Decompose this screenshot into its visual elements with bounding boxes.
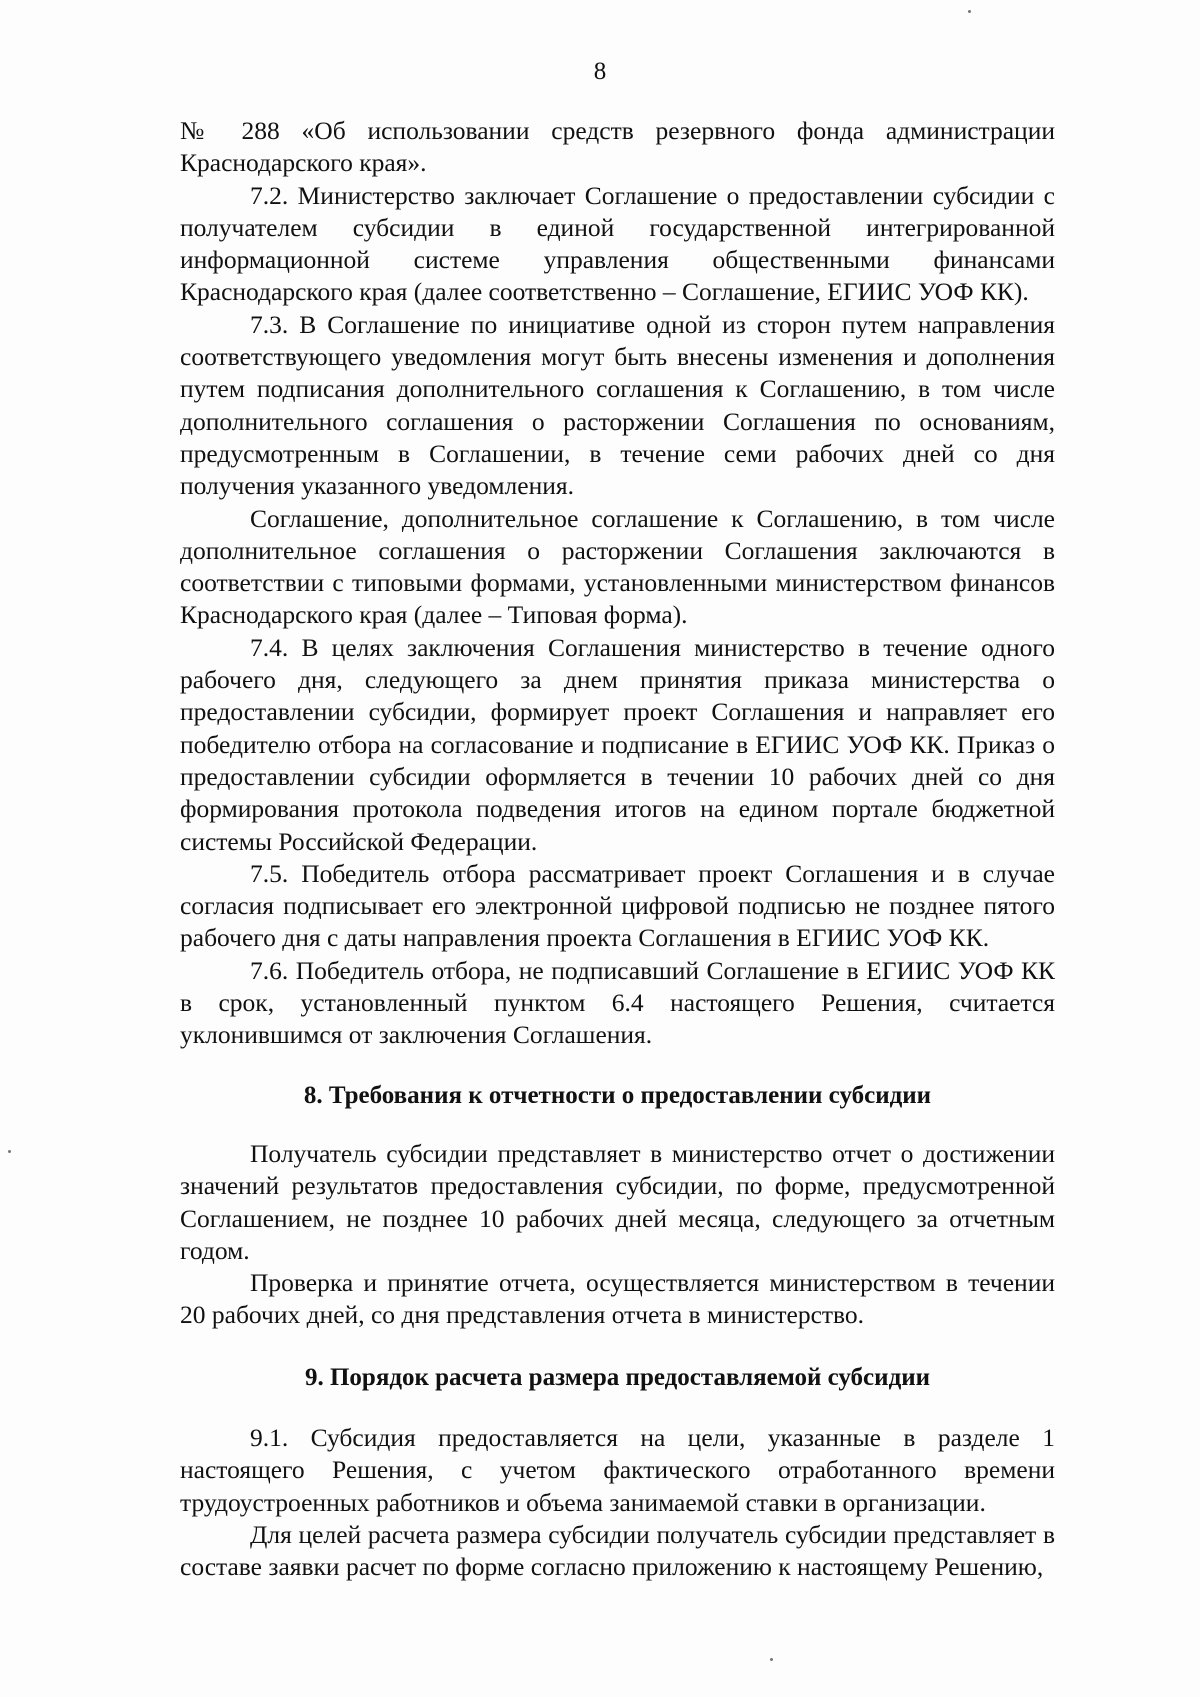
paragraph-continuation: № 288 «Об использовании средств резервного фонда администрации Краснодарского края».	[180, 116, 1055, 178]
paragraph-7-6: 7.6. Победитель отбора, не подписавший Соглашение в ЕГИИС УОФ КК в срок, установленный пунктом 6.4 настоящего Решения, считается уклонившимся от заключения Соглашения.	[180, 955, 1055, 1050]
paragraph-9-1: 9.1. Субсидия предоставляется на цели, указанные в разделе 1 настоящего Решения, с учетом фактического отработанного времени трудоустроенных работников и объема занимаемой ставки в организации.	[180, 1422, 1055, 1517]
paragraph-7-5: 7.5. Победитель отбора рассматривает проект Соглашения и в случае согласия подписывает его электронной цифровой подписью не позднее пятого рабочего дня с даты направления проекта Соглашения в ЕГИИС УОФ КК.	[180, 858, 1055, 953]
paragraph-8-review: Проверка и принятие отчета, осуществляется министерством в течении 20 рабочих дней, со дня представления отчета в министерство.	[180, 1268, 1055, 1330]
paragraph-7-4: 7.4. В целях заключения Соглашения министерство в течение одного рабочего дня, следующего за днем принятия приказа министерства о предоставлении субсидии, формирует проект Соглашения и направляет его победителю отбора на согласование и подписание в ЕГИИС УОФ КК. Приказ о предоставлении субсидии оформляется в течении 10 рабочих дней со дня формирования протокола подведения итогов на едином портале бюджетной системы Российской Федерации.	[180, 632, 1055, 856]
paragraph-9-1-calculation: Для целей расчета размера субсидии получатель субсидии представляет в составе заявки расчет по форме согласно приложению к настоящему Решению,	[180, 1519, 1055, 1582]
page-number: 8	[593, 58, 607, 85]
scan-speck	[8, 1150, 11, 1153]
paragraph-7-3-agreement-forms: Соглашение, дополнительное соглашение к Соглашению, в том числе дополнительное соглашения о расторжении Соглашения заключаются в соответствии с типовыми формами, установленными министерством финансов Краснодарского края (далее – Типовая форма).	[180, 503, 1055, 630]
section-9-heading: 9. Порядок расчета размера предоставляемой субсидии	[304, 1363, 931, 1391]
scan-speck	[770, 1658, 773, 1661]
paragraph-8-report: Получатель субсидии представляет в министерство отчет о достижении значений результатов предоставления субсидии, по форме, предусмотренной Соглашением, не позднее 10 рабочих дней месяца, следующего за отчетным годом.	[180, 1138, 1055, 1265]
paragraph-7-2: 7.2. Министерство заключает Соглашение о предоставлении субсидии с получателем субсидии в единой государственной интегрированной информационной системе управления общественными финансами Краснодарского края (далее соответственно – Соглашение, ЕГИИС УОФ КК).	[180, 180, 1055, 307]
scan-speck	[968, 10, 971, 13]
paragraph-7-3: 7.3. В Соглашение по инициативе одной из сторон путем направления соответствующего уведомления могут быть внесены изменения и дополнения путем подписания дополнительного соглашения к Соглашению, в том числе дополнительного соглашения о расторжении Соглашения по основаниям, предусмотренным в Соглашении, в течение семи рабочих дней со дня получения указанного уведомления.	[180, 309, 1055, 501]
document-body	[180, 115, 1055, 1583]
section-8-heading: 8. Требования к отчетности о предоставлении субсидии	[303, 1081, 932, 1109]
